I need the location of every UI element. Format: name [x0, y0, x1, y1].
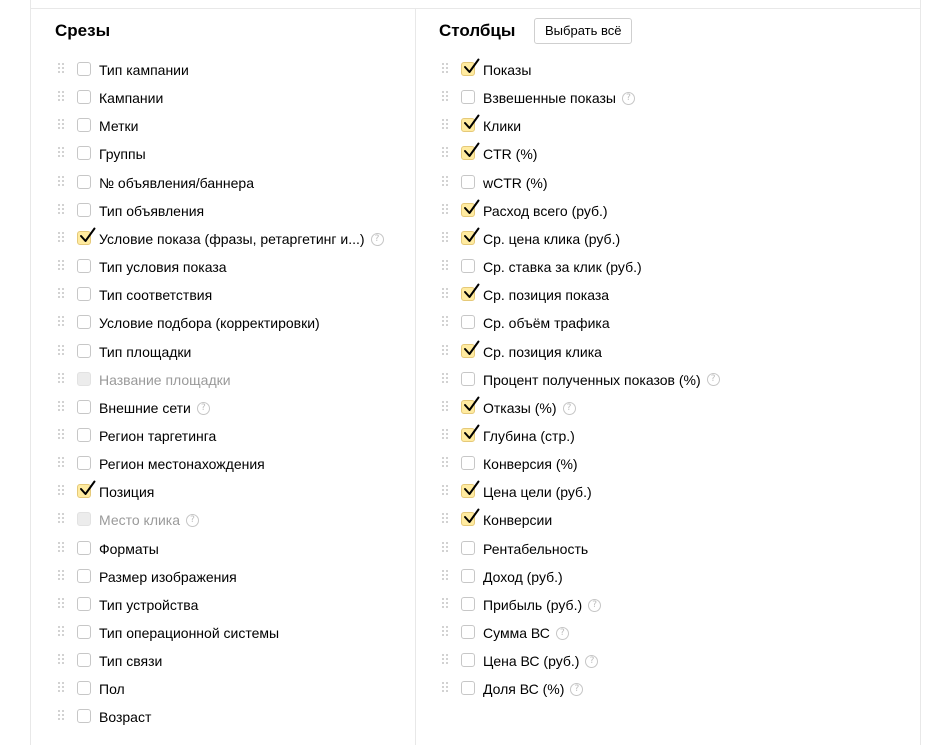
option-checkbox[interactable]: [77, 428, 91, 442]
drag-handle-icon[interactable]: [58, 570, 66, 584]
drag-handle-icon[interactable]: [58, 288, 66, 302]
option-label-text: Цена ВС (руб.): [483, 653, 580, 670]
option-label-text: Место клика: [99, 512, 181, 529]
option-label-text: Тип площадки: [99, 343, 192, 360]
drag-handle-icon[interactable]: [442, 485, 450, 499]
option-label: [99, 483, 154, 501]
option-label: [99, 596, 198, 614]
option-label: [99, 89, 163, 107]
option-label: [99, 455, 265, 473]
option-label-text: Рентабельность: [483, 540, 589, 557]
drag-handle-icon[interactable]: [442, 119, 450, 133]
option-label-text: Показы: [483, 62, 532, 78]
option-label-text: Тип устройства: [99, 596, 199, 613]
question-circle-icon[interactable]: ?: [585, 655, 598, 668]
option-checkbox[interactable]: [77, 231, 91, 245]
option-label-text: Ср. ставка за клик (руб.): [483, 259, 642, 276]
option-label: [483, 568, 563, 586]
option-label: [99, 174, 254, 192]
option-label-text: Процент полученных показов (%): [483, 371, 701, 388]
option-label: [99, 371, 231, 389]
option-label-text: CTR (%): [483, 146, 538, 163]
option-label: [483, 596, 601, 614]
option-label: [483, 230, 620, 248]
question-circle-icon[interactable]: ?: [371, 233, 384, 246]
option-label: [483, 145, 537, 163]
option-checkbox[interactable]: [461, 456, 475, 470]
option-checkbox[interactable]: [77, 653, 91, 667]
checkmark-icon: [463, 396, 480, 413]
option-label-text: Ср. позиция клика: [483, 343, 602, 360]
option-checkbox[interactable]: [77, 62, 91, 76]
option-checkbox[interactable]: [461, 259, 475, 273]
option-label-text: Внешние сети: [99, 399, 191, 416]
option-checkbox[interactable]: [77, 484, 91, 498]
checkmark-icon: [79, 480, 96, 497]
drag-handle-icon[interactable]: [58, 513, 66, 527]
checkmark-icon: [463, 199, 480, 216]
drag-handle-icon[interactable]: [442, 682, 450, 696]
option-checkbox[interactable]: [77, 400, 91, 414]
option-label: [483, 624, 569, 642]
option-checkbox[interactable]: [77, 456, 91, 470]
question-circle-icon[interactable]: ?: [570, 683, 583, 696]
option-label: [483, 399, 576, 417]
option-label-text: Кампании: [99, 90, 164, 107]
option-label: [99, 314, 320, 332]
option-checkbox[interactable]: [461, 146, 475, 160]
option-checkbox[interactable]: [77, 709, 91, 723]
option-label: [483, 427, 575, 445]
option-checkbox[interactable]: [461, 175, 475, 189]
option-label-text: Клики: [483, 118, 522, 135]
drag-handle-icon[interactable]: [58, 204, 66, 218]
drag-handle-icon[interactable]: [442, 626, 450, 640]
checkmark-icon: [79, 227, 96, 244]
option-checkbox[interactable]: [77, 287, 91, 301]
drag-handle-icon[interactable]: [442, 316, 450, 330]
option-label: [99, 343, 191, 361]
option-checkbox[interactable]: [77, 175, 91, 189]
option-label: [483, 371, 720, 389]
option-checkbox[interactable]: [461, 428, 475, 442]
drag-handle-icon[interactable]: [58, 682, 66, 696]
option-label-text: Размер изображения: [99, 568, 237, 585]
option-checkbox: [77, 512, 91, 526]
option-label: [483, 202, 608, 220]
option-checkbox[interactable]: [461, 372, 475, 386]
drag-handle-icon[interactable]: [58, 260, 66, 274]
option-label-text: Условие подбора (корректировки): [99, 315, 320, 332]
drag-handle-icon[interactable]: [58, 63, 66, 77]
option-checkbox[interactable]: [77, 146, 91, 160]
option-checkbox[interactable]: [77, 344, 91, 358]
drag-handle-icon[interactable]: [442, 429, 450, 443]
option-checkbox[interactable]: [77, 541, 91, 555]
option-checkbox[interactable]: [77, 569, 91, 583]
option-label-text: Взвешенные показы: [483, 90, 616, 107]
option-label: [483, 455, 578, 473]
drag-handle-icon[interactable]: [442, 176, 450, 190]
option-label-text: Прибыль (руб.): [483, 596, 583, 613]
drag-handle-icon[interactable]: [442, 204, 450, 218]
drag-handle-icon[interactable]: [58, 429, 66, 443]
drag-handle-icon[interactable]: [58, 373, 66, 387]
option-label: [99, 145, 146, 163]
option-checkbox[interactable]: [77, 597, 91, 611]
columns-heading: Столбцы: [439, 21, 516, 40]
checkmark-icon: [463, 340, 480, 357]
option-label-text: Тип связи: [99, 653, 163, 670]
option-checkbox[interactable]: [77, 203, 91, 217]
drag-handle-icon[interactable]: [58, 91, 66, 105]
option-label-text: Глубина (стр.): [483, 427, 575, 444]
option-label-text: Возраст: [99, 709, 152, 726]
option-label: [483, 483, 592, 501]
option-label-text: Метки: [99, 118, 139, 135]
drag-handle-icon[interactable]: [58, 598, 66, 612]
slices-heading: Срезы: [55, 21, 111, 40]
checkmark-icon: [463, 58, 480, 75]
drag-handle-icon[interactable]: [58, 316, 66, 330]
question-circle-icon[interactable]: ?: [622, 92, 635, 105]
option-checkbox[interactable]: [461, 484, 475, 498]
option-label-text: Форматы: [99, 540, 159, 557]
drag-handle-icon[interactable]: [58, 542, 66, 556]
option-checkbox[interactable]: [77, 90, 91, 104]
option-checkbox[interactable]: [461, 231, 475, 245]
drag-handle-icon[interactable]: [442, 63, 450, 77]
option-label-text: Сумма ВС: [483, 625, 550, 641]
option-label-text: Тип условия показа: [99, 259, 227, 276]
option-label-text: Тип операционной системы: [99, 625, 280, 641]
drag-handle-icon[interactable]: [442, 288, 450, 302]
option-checkbox[interactable]: [461, 203, 475, 217]
option-checkbox[interactable]: [77, 625, 91, 639]
option-checkbox[interactable]: [461, 541, 475, 555]
drag-handle-icon[interactable]: [442, 232, 450, 246]
option-label: [99, 624, 279, 642]
option-label: [99, 202, 204, 220]
drag-handle-icon[interactable]: [58, 626, 66, 640]
drag-handle-icon[interactable]: [58, 401, 66, 415]
drag-handle-icon[interactable]: [442, 91, 450, 105]
checkmark-icon: [463, 142, 480, 159]
option-label: [99, 230, 384, 248]
option-checkbox[interactable]: [77, 315, 91, 329]
option-label-text: wCTR (%): [483, 174, 548, 191]
drag-handle-icon[interactable]: [442, 570, 450, 584]
option-label: [99, 286, 212, 304]
option-label: [99, 511, 199, 529]
column-divider: [415, 9, 416, 745]
option-checkbox[interactable]: [461, 597, 475, 611]
option-label-text: Доход (руб.): [483, 568, 563, 585]
option-label-text: Тип кампании: [99, 62, 189, 78]
question-circle-icon[interactable]: ?: [588, 599, 601, 612]
option-label-text: Тип соответствия: [99, 287, 213, 304]
option-label-text: Отказы (%): [483, 399, 557, 416]
option-label: [483, 652, 598, 670]
option-label-text: Пол: [99, 681, 125, 698]
checkmark-icon: [463, 508, 480, 525]
option-checkbox[interactable]: [461, 653, 475, 667]
option-checkbox[interactable]: [77, 259, 91, 273]
option-checkbox: [77, 372, 91, 386]
option-checkbox[interactable]: [461, 512, 475, 526]
option-checkbox[interactable]: [461, 569, 475, 583]
drag-handle-icon[interactable]: [58, 485, 66, 499]
option-label: [99, 399, 210, 417]
option-checkbox[interactable]: [461, 118, 475, 132]
drag-handle-icon[interactable]: [58, 654, 66, 668]
option-checkbox[interactable]: [461, 681, 475, 695]
option-label: [483, 174, 548, 192]
drag-handle-icon[interactable]: [58, 345, 66, 359]
question-circle-icon[interactable]: ?: [197, 402, 210, 415]
option-checkbox[interactable]: [461, 90, 475, 104]
drag-handle-icon[interactable]: [442, 598, 450, 612]
option-label-text: Цена цели (руб.): [483, 484, 592, 501]
drag-handle-icon[interactable]: [58, 710, 66, 724]
option-checkbox[interactable]: [461, 400, 475, 414]
drag-handle-icon[interactable]: [442, 457, 450, 471]
option-label: [483, 680, 583, 698]
drag-handle-icon[interactable]: [442, 401, 450, 415]
option-label-text: Регион таргетинга: [99, 427, 217, 444]
drag-handle-icon[interactable]: [58, 457, 66, 471]
option-label-text: Условие показа (фразы, ретаргетинг и...): [99, 230, 365, 247]
option-label-text: Ср. позиция показа: [483, 287, 610, 304]
option-label-text: Ср. объём трафика: [483, 315, 610, 332]
drag-handle-icon[interactable]: [442, 373, 450, 387]
option-checkbox[interactable]: [461, 625, 475, 639]
option-label-text: Регион местонахождения: [99, 456, 265, 473]
option-label: [483, 61, 531, 79]
option-checkbox[interactable]: [461, 344, 475, 358]
option-label: [483, 258, 642, 276]
option-checkbox[interactable]: [461, 315, 475, 329]
option-label: [483, 511, 552, 529]
drag-handle-icon[interactable]: [442, 345, 450, 359]
drag-handle-icon[interactable]: [58, 232, 66, 246]
drag-handle-icon[interactable]: [442, 654, 450, 668]
option-label: [483, 117, 521, 135]
question-circle-icon[interactable]: ?: [707, 373, 720, 386]
option-label: [99, 708, 151, 726]
option-label-text: № объявления/баннера: [99, 174, 254, 191]
checkmark-icon: [463, 227, 480, 244]
checkmark-icon: [463, 114, 480, 131]
option-label: [99, 117, 139, 135]
option-label-text: Конверсии: [483, 512, 553, 529]
option-label: [99, 540, 159, 558]
option-label-text: Группы: [99, 146, 146, 163]
drag-handle-icon[interactable]: [442, 513, 450, 527]
option-checkbox[interactable]: [77, 118, 91, 132]
option-label-text: Расход всего (руб.): [483, 202, 608, 219]
option-label-text: Ср. цена клика (руб.): [483, 230, 621, 247]
option-label: [483, 89, 635, 107]
option-label: [99, 427, 216, 445]
option-label-text: Конверсия (%): [483, 456, 578, 473]
option-label: [483, 540, 588, 558]
drag-handle-icon[interactable]: [442, 147, 450, 161]
drag-handle-icon[interactable]: [58, 176, 66, 190]
question-circle-icon[interactable]: ?: [186, 514, 199, 527]
option-label-text: Название площадки: [99, 371, 231, 388]
top-divider: [30, 8, 921, 9]
option-label: [483, 286, 609, 304]
checkmark-icon: [463, 480, 480, 497]
drag-handle-icon[interactable]: [442, 260, 450, 274]
checkmark-icon: [463, 283, 480, 300]
select-all-button[interactable]: Выбрать всё: [534, 18, 632, 44]
option-label: [483, 314, 610, 332]
option-label: [99, 61, 189, 79]
option-label-text: Позиция: [99, 484, 155, 501]
option-label: [99, 680, 125, 698]
option-checkbox[interactable]: [77, 681, 91, 695]
option-checkbox[interactable]: [461, 62, 475, 76]
option-label-text: Тип объявления: [99, 202, 205, 219]
question-circle-icon[interactable]: ?: [563, 402, 576, 415]
drag-handle-icon[interactable]: [58, 119, 66, 133]
option-label: [99, 258, 227, 276]
checkmark-icon: [463, 424, 480, 441]
option-label: [99, 568, 237, 586]
option-label: [99, 652, 162, 670]
drag-handle-icon[interactable]: [58, 147, 66, 161]
question-circle-icon[interactable]: ?: [556, 627, 569, 640]
option-label: [483, 343, 602, 361]
option-label-text: Доля ВС (%): [483, 681, 565, 698]
drag-handle-icon[interactable]: [442, 542, 450, 556]
option-checkbox[interactable]: [461, 287, 475, 301]
